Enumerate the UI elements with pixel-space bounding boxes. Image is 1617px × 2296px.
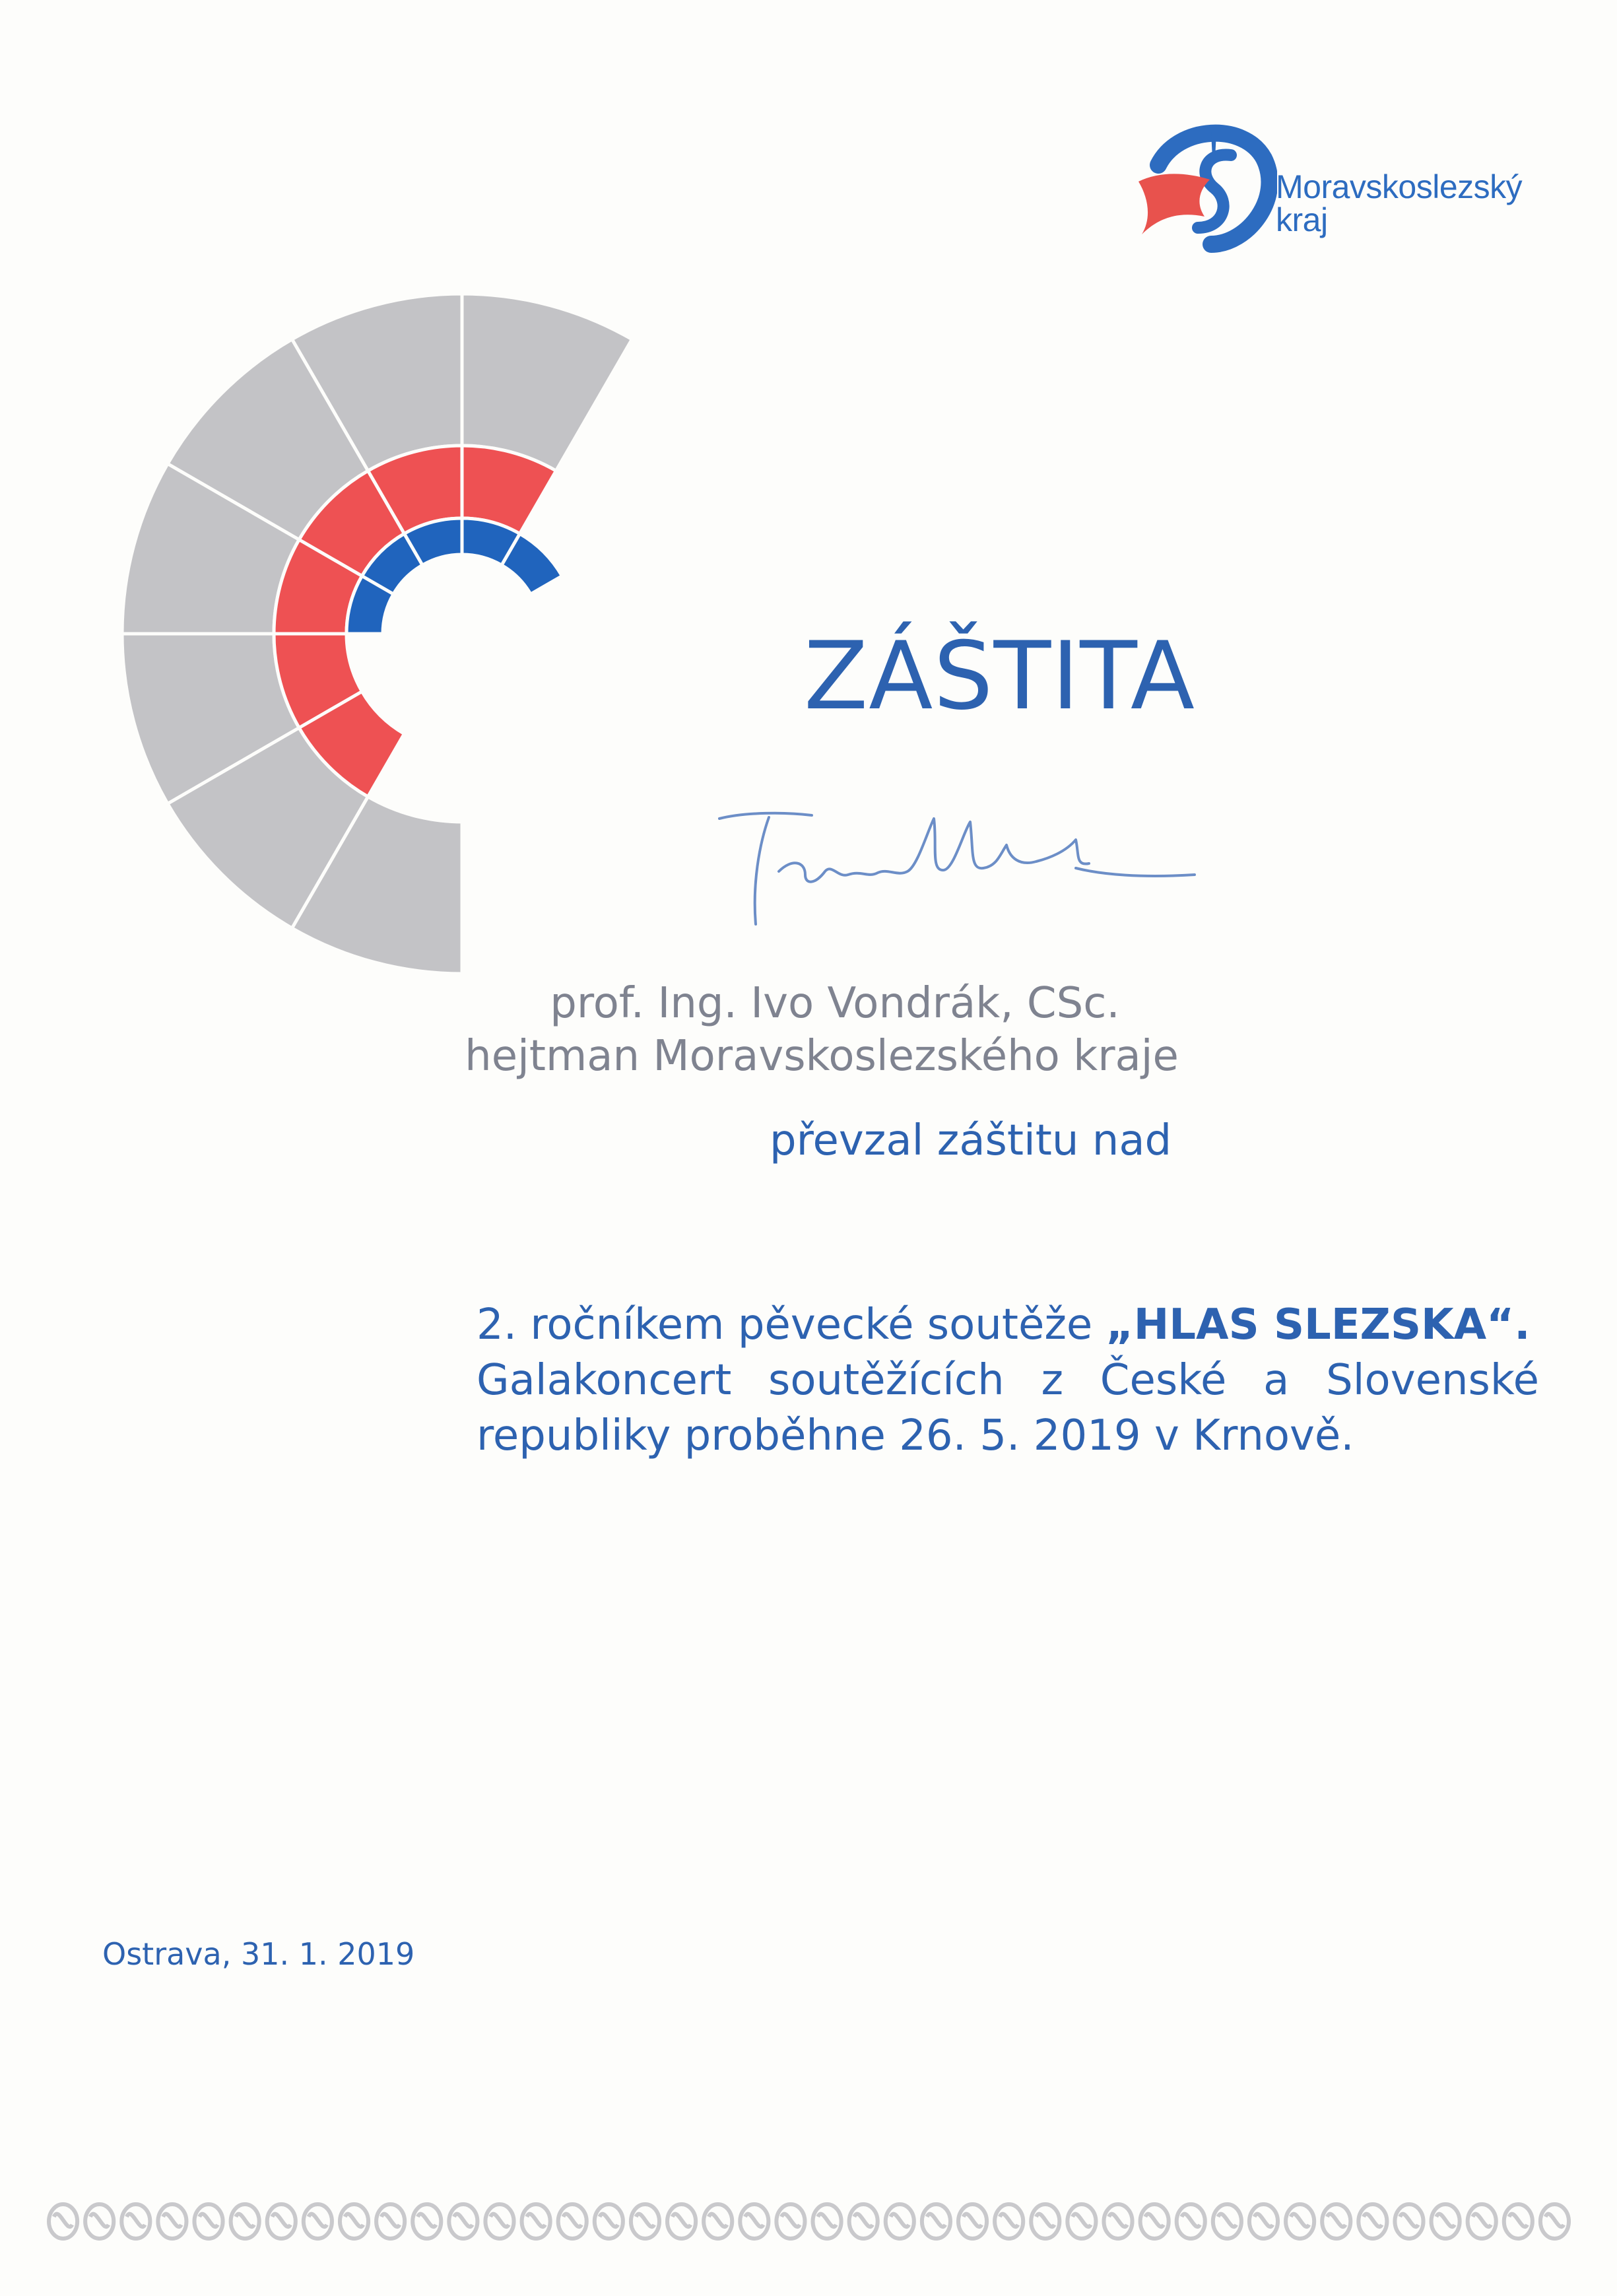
event-name: „HLAS SLEZSKA“. xyxy=(1106,1300,1531,1349)
border-ornament xyxy=(267,2204,296,2239)
region-logo xyxy=(1132,119,1568,271)
border-ornament xyxy=(595,2204,623,2239)
border-ornament xyxy=(1395,2204,1423,2239)
took-over-text: převzal záštitu nad xyxy=(770,1116,1172,1165)
border-ornament xyxy=(849,2204,878,2239)
border-ornament xyxy=(1504,2204,1533,2239)
logo-text-line1: Moravskoslezský xyxy=(1276,168,1523,205)
border-ornament xyxy=(704,2204,732,2239)
patron-role: hejtman Moravskoslezského kraje xyxy=(465,1032,1179,1081)
ornamental-border xyxy=(45,2198,1573,2245)
border-ornament xyxy=(1540,2204,1569,2239)
border-ornament xyxy=(85,2204,114,2239)
region-logo-text xyxy=(1276,170,1522,236)
border-ornament xyxy=(49,2204,77,2239)
border-ornament xyxy=(995,2204,1023,2239)
border-ornament xyxy=(1104,2204,1132,2239)
emblem-outer-segment xyxy=(462,294,632,471)
event-line-2: Galakoncert soutěžících z České a Slovenské xyxy=(477,1356,1539,1405)
border-ornament xyxy=(1067,2204,1096,2239)
border-ornament xyxy=(631,2204,659,2239)
segmented-c-emblem xyxy=(122,290,795,977)
border-ornament xyxy=(558,2204,587,2239)
patron-name: prof. Ing. Ivo Vondrák, CSc. xyxy=(550,979,1120,1028)
border-ornament xyxy=(958,2204,987,2239)
event-line-3: republiky proběhne 26. 5. 2019 v Krnově. xyxy=(477,1411,1354,1460)
event-line-1-prefix: 2. ročníkem pěvecké soutěže xyxy=(477,1300,1106,1349)
border-ornament xyxy=(1031,2204,1059,2239)
border-ornament xyxy=(922,2204,950,2239)
place-date: Ostrava, 31. 1. 2019 xyxy=(102,1936,415,1972)
border-ornament xyxy=(412,2204,441,2239)
logo-text-line2: kraj xyxy=(1276,201,1328,238)
border-ornament xyxy=(1358,2204,1387,2239)
border-ornament xyxy=(449,2204,477,2239)
border-ornament xyxy=(304,2204,332,2239)
event-description xyxy=(477,1297,1539,1464)
region-logo-icon xyxy=(1132,119,1277,264)
handwritten-signature xyxy=(706,792,1208,951)
border-ornament xyxy=(1213,2204,1241,2239)
border-ornament xyxy=(740,2204,768,2239)
border-ornament xyxy=(1140,2204,1169,2239)
title-text: ZÁŠTITA xyxy=(804,622,1196,731)
event-line-1 xyxy=(477,1297,1539,1353)
border-ornament xyxy=(121,2204,150,2239)
border-ornament xyxy=(522,2204,550,2239)
border-ornament xyxy=(194,2204,222,2239)
border-ornament xyxy=(1432,2204,1460,2239)
border-ornament xyxy=(376,2204,405,2239)
border-ornament xyxy=(1322,2204,1350,2239)
border-ornament xyxy=(776,2204,805,2239)
border-ornament xyxy=(1286,2204,1314,2239)
border-ornament xyxy=(1249,2204,1278,2239)
border-ornament xyxy=(813,2204,842,2239)
border-ornament xyxy=(1468,2204,1496,2239)
border-ornament xyxy=(485,2204,513,2239)
border-ornament xyxy=(886,2204,914,2239)
border-ornament xyxy=(667,2204,696,2239)
border-ornament xyxy=(231,2204,259,2239)
border-ornament xyxy=(158,2204,186,2239)
border-ornament xyxy=(340,2204,368,2239)
border-ornament xyxy=(1177,2204,1205,2239)
